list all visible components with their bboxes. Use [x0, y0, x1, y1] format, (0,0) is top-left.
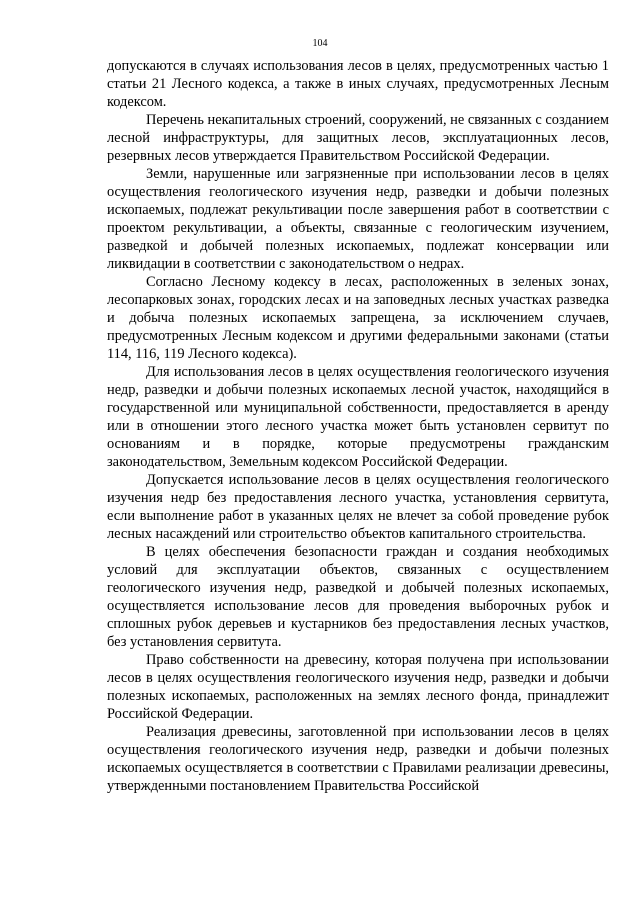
paragraph-continued: допускаются в случаях использования лесов в целях, предусмотренных частью 1 статьи 21 Лесного кодекса, а также в иных случаях, предусмотренных Лесным кодексом. — [107, 58, 609, 110]
body-text — [107, 57, 609, 795]
paragraph: Согласно Лесному кодексу в лесах, расположенных в зеленых зонах, лесопарковых зонах, городских лесах и на заповедных лесных участках разведка и добыча полезных ископаемых запрещена, за исключением случаев, предусмотренных Лесным кодексом и другими федеральными законами (статьи 114, 116, 119 Лесного кодекса). — [107, 274, 609, 362]
page-number: 104 — [312, 38, 328, 49]
paragraph: Перечень некапитальных строений, сооружений, не связанных с созданием лесной инфраструктуры, для защитных лесов, эксплуатационных лесов, резервных лесов утверждается Правительством Российской Федерации. — [107, 112, 610, 164]
paragraph: В целях обеспечения безопасности граждан и создания необходимых условий для эксплуатации объектов, связанных с осуществлением геологического изучения недр, разведкой и добычей полезных ископаемых, осуществляется использование лесов для проведения выборочных рубок и сплошных рубок деревьев и кустарников без предоставления лесных участков, без установления сервитута. — [107, 544, 609, 650]
paragraph: Допускается использование лесов в целях осуществления геологического изучения недр без предоставления лесного участка, установления сервитута, если выполнение работ в указанных целях не влечет за собой проведение рубок лесных насаждений или строительство объектов капитального строительства. — [107, 472, 609, 542]
paragraph: Для использования лесов в целях осуществления геологического изучения недр, разведки и добычи полезных ископаемых лесной участок, находящийся в государственной или муниципальной собственности, предоставляется в аренду или в отношении этого лесного участка может быть установлен сервитут по основаниям и в порядке, которые предусмотрены гражданским законодательством, Земельным кодексом Российской Федерации. — [107, 364, 609, 470]
paragraph: Земли, нарушенные или загрязненные при использовании лесов в целях осуществления геологического изучения недр, разведки и добычи полезных ископаемых, подлежат рекультивации после завершения работ в соответствии с проектом рекультивации, а объекты, связанные с геологическим изучением, разведкой и добычей полезных ископаемых, подлежат консервации или ликвидации в соответствии с законодательством о недрах. — [107, 166, 609, 272]
paragraph: Право собственности на древесину, которая получена при использовании лесов в целях осуществления геологического изучения недр, разведки и добычи полезных ископаемых, расположенных на землях лесного фонда, принадлежит Российской Федерации. — [107, 652, 609, 722]
paragraph: Реализация древесины, заготовленной при использовании лесов в целях осуществления геологического изучения недр, разведки и добычи полезных ископаемых осуществляется в соответствии с Правилами реализации древесины, утвержденными постановлением Правительства Российской — [107, 724, 609, 794]
